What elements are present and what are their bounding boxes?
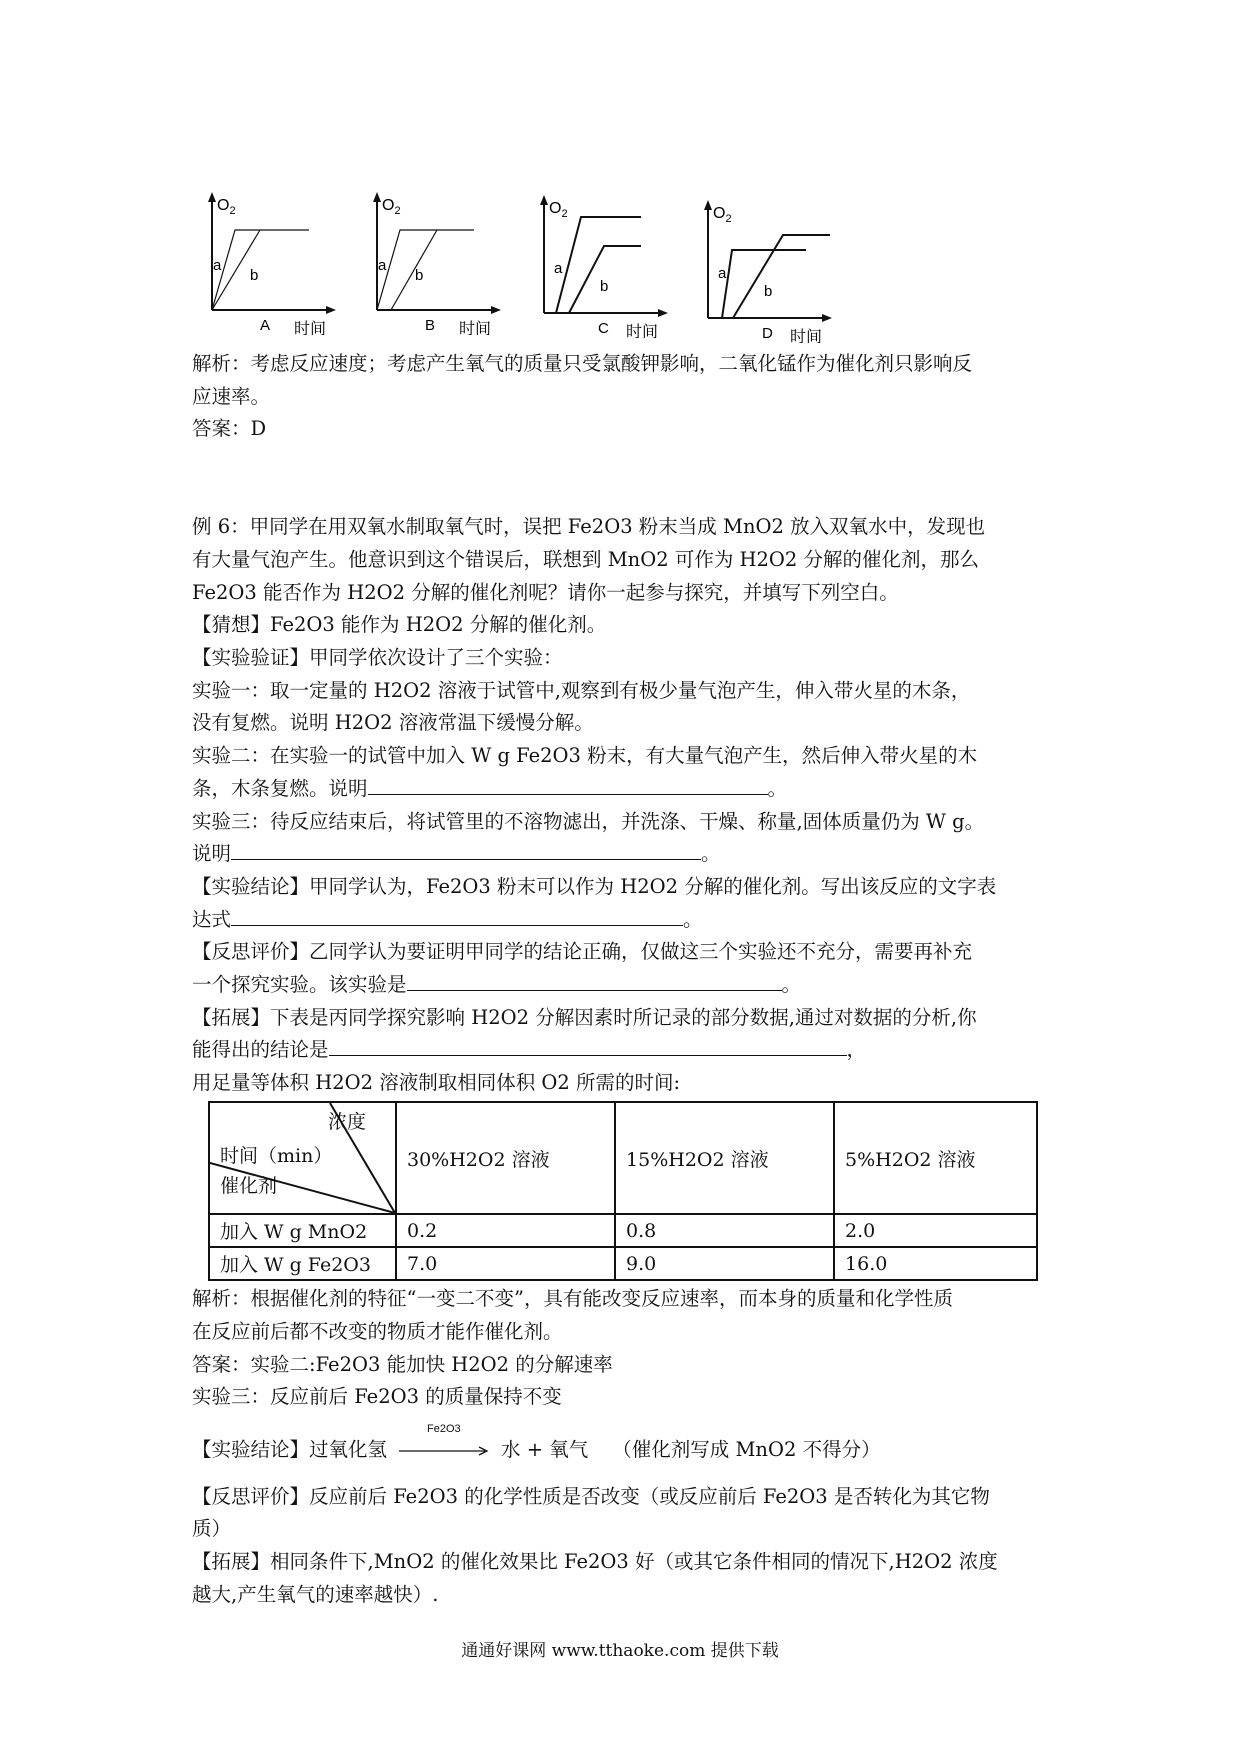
- q6-verification: 【实验验证】甲同学依次设计了三个实验：: [192, 646, 563, 669]
- reaction-arrow: [399, 1422, 489, 1466]
- q6-line: Fe2O3 能否作为 H2O2 分解的催化剂呢？请你一起参与探究，并填写下列空白。: [192, 581, 899, 604]
- q6-exp1: 实验一：取一定量的 H2O2 溶液于试管中,观察到有极少量气泡产生，伸入带火星的木条，: [192, 679, 971, 702]
- curve-a-label: a: [378, 257, 387, 274]
- curve-a-label: a: [718, 265, 727, 282]
- y-axis-arrow-icon: [373, 192, 381, 202]
- curve-a: [212, 230, 309, 310]
- q6-conclusion-tail: [192, 905, 703, 935]
- extend-answer-blank[interactable]: [329, 1035, 847, 1056]
- table-cell: 7.0: [396, 1247, 615, 1280]
- x-axis-arrow-icon: [658, 309, 668, 317]
- x-axis-arrow-icon: [491, 306, 501, 314]
- exp3-answer-blank[interactable]: [231, 839, 701, 860]
- exp2-answer-blank[interactable]: [368, 774, 768, 795]
- option-label: B: [425, 317, 436, 334]
- exp3-tail-text: 说明: [192, 842, 232, 865]
- row-label: 加入 W g MnO2: [209, 1214, 396, 1247]
- table-cell: 2.0: [834, 1214, 1037, 1247]
- comma: ，: [846, 1038, 867, 1061]
- y-axis-arrow-icon: [208, 192, 216, 202]
- q5-answer: 答案：D: [192, 417, 267, 440]
- q6-exp3: 实验三：待反应结束后，将试管里的不溶物滤出，并洗涤、干燥、称量,固体质量仍为 W g。: [192, 810, 985, 833]
- q5-analysis-line2: 应速率。: [192, 385, 271, 408]
- period: 。: [767, 777, 788, 800]
- row-label: 加入 W g Fe2O3: [209, 1247, 396, 1280]
- catalyst-label: Fe2O3: [427, 1422, 461, 1435]
- y-axis-label: $O_2$: [549, 200, 568, 220]
- answer-reflect: 质）: [192, 1517, 232, 1540]
- q6-line: 例 6：甲同学在用双氧水制取氧气时，误把 Fe2O3 粉末当成 MnO2 放入双氧水中，发现也: [192, 515, 986, 538]
- footer: 通通好课网 www.tthaoke.com 提供下载: [461, 1641, 779, 1661]
- y-axis-label: $O_2$: [713, 205, 732, 225]
- table-cell: 16.0: [834, 1247, 1037, 1280]
- option-label: D: [762, 325, 773, 342]
- curve-a-label: a: [554, 260, 563, 277]
- period: 。: [683, 908, 703, 931]
- column-header: 15%H2O2 溶液: [615, 1102, 834, 1214]
- products: 水 + 氧气: [501, 1438, 589, 1461]
- arrow-icon: [399, 1445, 489, 1457]
- extend-tail-text: 能得出的结论是: [192, 1038, 329, 1061]
- x-axis-arrow-icon: [326, 306, 336, 314]
- x-axis-label: 时间: [459, 321, 492, 335]
- answer-extend: 【拓展】相同条件下,MnO2 的催化效果比 Fe2O3 好（或其它条件相同的情况下,H2O2 浓度: [192, 1550, 998, 1573]
- option-label: A: [260, 317, 271, 334]
- q6-extend-tail: [192, 1035, 866, 1065]
- y-axis-label: $O_2$: [382, 197, 401, 217]
- curve-a-label: a: [213, 257, 222, 274]
- conclusion-answer-blank[interactable]: [231, 905, 683, 926]
- q6-exp2: 实验二：在实验一的试管中加入 W g Fe2O3 粉末，有大量气泡产生，然后伸入带火星的木: [192, 744, 978, 767]
- curve-b-label: b: [764, 283, 773, 300]
- q6-analysis: 在反应前后都不改变的物质才能作催化剂。: [192, 1320, 563, 1343]
- reflect-tail-text: 一个探究实验。该实验是: [192, 973, 407, 996]
- x-axis-label: 时间: [790, 329, 823, 343]
- q6-hypothesis: 【猜想】Fe2O3 能作为 H2O2 分解的催化剂。: [192, 613, 607, 636]
- curve-a: [377, 230, 474, 310]
- q6-answer: 答案：实验二:Fe2O3 能加快 H2O2 的分解速率: [192, 1353, 613, 1376]
- q6-extend: 【拓展】下表是丙同学探究影响 H2O2 分解因素时所记录的部分数据,通过对数据的分析,你: [192, 1006, 977, 1029]
- x-axis-label: 时间: [626, 324, 659, 338]
- option-label: C: [598, 320, 609, 337]
- answer-extend: 越大,产生氧气的速率越快）.: [192, 1583, 439, 1606]
- period: 。: [781, 973, 802, 996]
- q6-exp3-tail: [192, 839, 721, 869]
- curve-b-label: b: [600, 278, 609, 295]
- x-axis-label: 时间: [294, 321, 327, 335]
- curve-a: [556, 217, 641, 313]
- reflect-answer-blank[interactable]: [407, 970, 782, 991]
- table-cell: 9.0: [615, 1247, 834, 1280]
- x-axis-arrow-icon: [822, 314, 832, 322]
- corner-cell: [209, 1102, 396, 1214]
- q6-line: 有大量气泡产生。他意识到这个错误后，联想到 MnO2 可作为 H2O2 分解的催化剂，那么: [192, 548, 980, 571]
- conclusion-note: （催化剂写成 MnO2 不得分）: [612, 1438, 881, 1461]
- q6-conclusion: 【实验结论】甲同学认为，Fe2O3 粉末可以作为 H2O2 分解的催化剂。写出该反应的文字表: [192, 875, 997, 898]
- table-cell: 0.8: [615, 1214, 834, 1247]
- q5-analysis-line1: 解析：考虑反应速度；考虑产生氧气的质量只受氯酸钾影响，二氧化锰作为催化剂只影响反: [192, 352, 973, 375]
- table-cell: 0.2: [396, 1214, 615, 1247]
- y-axis-label: $O_2$: [217, 197, 236, 217]
- curve-b: [733, 235, 830, 318]
- q6-exp2-tail: [192, 774, 787, 804]
- y-axis-arrow-icon: [540, 195, 548, 205]
- table-header-row: [209, 1102, 1037, 1214]
- curve-b-label: b: [250, 267, 259, 284]
- q6-exp1: 没有复燃。说明 H2O2 溶液常温下缓慢分解。: [192, 711, 594, 734]
- conclusion-tail-text: 达式: [192, 908, 232, 931]
- corner-mid: 时间（min）: [220, 1145, 333, 1167]
- conclusion-head: 【实验结论】过氧化氢: [192, 1438, 388, 1461]
- corner-top: 浓度: [328, 1111, 367, 1133]
- table-row: [209, 1214, 1037, 1247]
- table-caption: 用足量等体积 H2O2 溶液制取相同体积 O2 所需的时间:: [192, 1071, 681, 1094]
- chart-A: [192, 185, 352, 335]
- chart-B: [357, 185, 517, 335]
- column-header: 30%H2O2 溶液: [396, 1102, 615, 1214]
- q6-analysis: 解析：根据催化剂的特征“一变二不变”，具有能改变反应速率，而本身的质量和化学性质: [192, 1287, 953, 1310]
- chart-D: [688, 193, 848, 343]
- answer-conclusion: [192, 1422, 881, 1466]
- chart-C: [524, 188, 684, 338]
- column-header: 5%H2O2 溶液: [834, 1102, 1037, 1214]
- q6-reflect-tail: [192, 970, 801, 1000]
- period: 。: [701, 842, 721, 865]
- data-table: [208, 1101, 1038, 1281]
- exp2-tail-text: 条，木条复燃。说明: [192, 777, 368, 800]
- corner-bottom: 催化剂: [220, 1175, 278, 1197]
- answer-reflect: 【反思评价】反应前后 Fe2O3 的化学性质是否改变（或反应前后 Fe2O3 是否转化为其它物: [192, 1485, 990, 1508]
- curve-b: [391, 230, 437, 310]
- q6-reflect: 【反思评价】乙同学认为要证明甲同学的结论正确，仅做这三个实验还不充分，需要再补充: [192, 940, 973, 963]
- curve-b-label: b: [415, 267, 424, 284]
- y-axis-arrow-icon: [704, 200, 712, 210]
- q6-answer: 实验三：反应前后 Fe2O3 的质量保持不变: [192, 1385, 562, 1408]
- table-row: [209, 1247, 1037, 1280]
